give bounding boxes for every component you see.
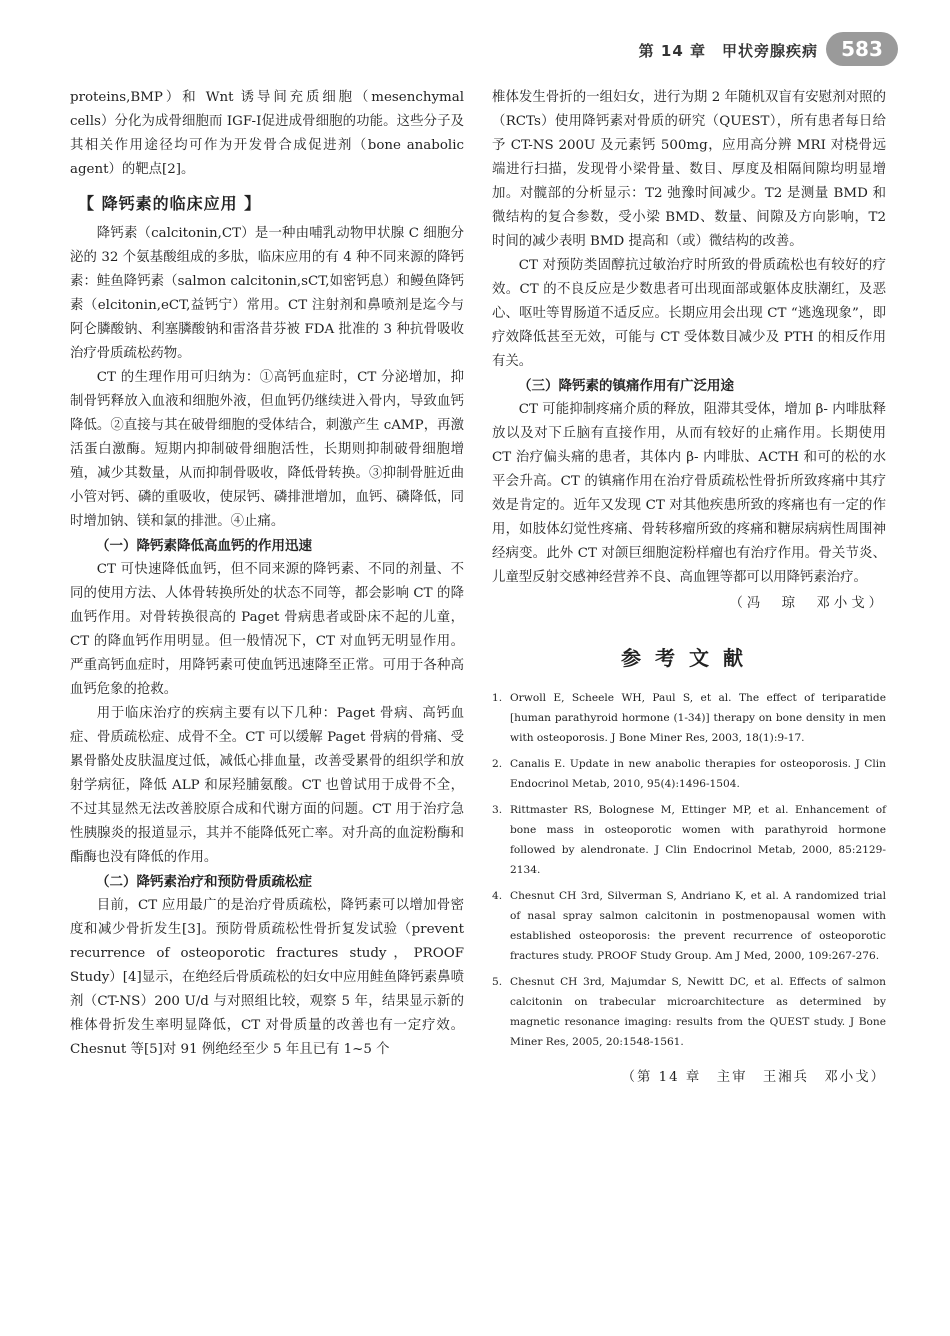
chapter-title: 第 14 章 甲状旁腺疾病 xyxy=(638,42,818,60)
reference-number: 3. xyxy=(492,804,503,816)
reference-text: Chesnut CH 3rd, Silverman S, Andriano K, et al. A randomized trial of nasal spray salmon calcitonin in postmenopausal women with established osteoporosis: the prevent recurrence of osteoporotic fractures study. PROOF Study Group. Am J Med, 2000, 109:267-276. xyxy=(510,890,886,962)
reference-number: 2. xyxy=(492,758,503,770)
page-header xyxy=(0,38,950,64)
paragraph: CT 的生理作用可归纳为：①高钙血症时，CT 分泌增加，抑制骨钙释放入血液和细胞外液，但血钙仍继续进入骨内，导致血钙降低。②直接与其在破骨细胞的受体结合，刺激产生 cAMP，再激活蛋白激酶。短期内抑制破骨细胞活性，长期则抑制破骨细胞增殖，减少其数量，从而抑制骨吸收，降低骨转换。③抑制骨脏近曲小管对钙、磷的重吸收，使尿钙、磷排泄增加，血钙、磷降低，同时增加钠、镁和氯的排泄。④止痛。 xyxy=(70,370,464,529)
reference-item xyxy=(492,886,886,966)
left-column xyxy=(70,86,464,1062)
reference-number: 5. xyxy=(492,976,503,988)
reference-item xyxy=(492,800,886,880)
paragraph: CT 可能抑制疼痛介质的释放，阻滞其受体，增加 β- 内啡肽释放以及对下丘脑有直接作用，从而有较好的止痛作用。长期使用 CT 治疗偏头痛的患者，其体内 β- 内啡肽、ACTH 和可的松的水平会升高。CT 的镇痛作用在治疗骨质疏松性骨折所致疼痛中其疗效是肯定的。近年又发现 CT 对其他疾患所致的疼痛也有一定的作用，如肢体幻觉性疼痛、骨转移瘤所致的疼痛和糖尿病病性周围神经病变。此外 CT 对颌巨细胞淀粉样瘤也有治疗作用。骨关节炎、儿童型反射交感神经营养不良、高血锂等都可以用降钙素治疗。 xyxy=(492,402,886,585)
reference-text: Rittmaster RS, Bolognese M, Ettinger MP, et al. Enhancement of bone mass in osteoporotic women with parathyroid hormone followed by alendronate. J Clin Endocrinol Metab, 2000, 85:2129-2134. xyxy=(510,804,886,876)
paragraph: 降钙素（calcitonin,CT）是一种由哺乳动物甲状腺 C 细胞分泌的 32 个氨基酸组成的多肽，临床应用的有 4 种不同来源的降钙素：鲑鱼降钙素（salmon calcitonin,sCT,如密钙息）和鳗鱼降钙素（elcitonin,eCT,益钙宁）常用。CT 注射剂和鼻喷剂是迄今与阿仑膦酸钠、利塞膦酸钠和雷洛昔芬被 FDA 批准的 3 种抗骨吸收治疗骨质疏松药物。 xyxy=(70,226,464,361)
paragraph: 用于临床治疗的疾病主要有以下几种：Paget 骨病、高钙血症、骨质疏松症、成骨不全。CT 可以缓解 Paget 骨病的骨痛、受累骨骼处皮肤温度过低，减低心排血量，改善受累骨的组织学和放射学病征，降低 ALP 和尿羟脯氨酸。CT 也曾试用于成骨不全，不过其显然无法改善胶原合成和代谢方面的问题。CT 用于治疗急性胰腺炎的报道显示，其并不能降低死亡率。对升高的血淀粉酶和酯酶也没有降低的作用。 xyxy=(70,706,464,865)
intro-paragraph: proteins,BMP）和 Wnt 诱导间充质细胞（mesenchymal cells）分化为成骨细胞而 IGF-Ⅰ促进成骨细胞的功能。这些分子及其相关作用途径均可作为开发骨合成促进剂（bone anabolic agent）的靶点[2]。 xyxy=(70,90,464,177)
reference-text: Canalis E. Update in new anabolic therapies for osteoporosis. J Clin Endocrinol Metab, 2010, 95(4):1496-1504. xyxy=(510,758,886,790)
reference-item xyxy=(492,688,886,748)
page-number: 583 xyxy=(826,32,898,66)
subsection-title: （一）降钙素降低高血钙的作用迅速 xyxy=(96,538,312,554)
reference-item xyxy=(492,972,886,1052)
reference-text: Orwoll E, Scheele WH, Paul S, et al. The effect of teriparatide [human parathyroid hormone (1-34)] therapy on bone density in men with osteoporosis. J Bone Miner Res, 2003, 18(1):9-17. xyxy=(510,692,886,744)
paragraph: CT 可快速降低血钙，但不同来源的降钙素、不同的剂量、不同的使用方法、人体骨转换所处的状态不同等，都会影响 CT 的降血钙作用。对骨转换很高的 Paget 骨病患者或卧床不起的儿童，CT 的降血钙作用明显。但一般情况下，CT 对血钙无明显作用。严重高钙血症时，用降钙素可使血钙迅速降至正常。可用于各种高血钙危象的抢救。 xyxy=(70,562,464,697)
reference-item xyxy=(492,754,886,794)
author-signature: （冯 琼 邓小戈） xyxy=(729,596,886,611)
reference-list xyxy=(492,688,886,1052)
section-title: 【 降钙素的临床应用 】 xyxy=(78,194,262,213)
chapter-editor-note: （第 14 章 主审 王湘兵 邓小戈） xyxy=(621,1070,886,1085)
reference-number: 4. xyxy=(492,890,503,902)
subsection-title: （三）降钙素的镇痛作用有广泛用途 xyxy=(518,378,734,394)
paragraph: CT 对预防类固醇抗过敏治疗时所致的骨质疏松也有较好的疗效。CT 的不良反应是少数患者可出现面部或躯体皮肤潮红，及恶心、呕吐等胃肠道不适反应。长期应用会出现 CT “逃逸现象”，即疗效降低甚至无效，可能与 CT 受体数目减少及 PTH 的相反作用有关。 xyxy=(492,258,886,369)
paragraph: 目前，CT 应用最广的是治疗骨质疏松，降钙素可以增加骨密度和减少骨折发生[3]。预防骨质疏松性骨折复发试验（prevent recurrence of osteoporotic fractures study，PROOF Study）[4]显示，在绝经后骨质疏松的妇女中应用鲑鱼降钙素鼻喷剂（CT-NS）200 U/d 与对照组比较，观察 5 年，结果显示新的椎体骨折发生率明显降低，CT 对骨质量的改善也有一定疗效。Chesnut 等[5]对 91 例绝经至少 5 年且已有 1~5 个 xyxy=(70,898,464,1057)
subsection-title: （二）降钙素治疗和预防骨质疏松症 xyxy=(96,874,312,890)
paragraph: 椎体发生骨折的一组妇女，进行为期 2 年随机双盲有安慰剂对照的（RCTs）使用降钙素对骨质的研究（QUEST），所有患者每日给予 CT-NS 200U 及元素钙 500mg，应用高分辨 MRI 对桡骨远端进行扫描，发现骨小梁骨量、数目、厚度及相隔间隙均明显增加。对髋部的分析显示：T2 弛豫时间减少。T2 是测量 BMD 和微结构的复合参数，受小梁 BMD、数量、间隙及方向影响，T2 时间的减少表明 BMD 提高和（或）微结构的改善。 xyxy=(492,90,886,249)
right-column xyxy=(492,86,886,1090)
reference-text: Chesnut CH 3rd, Majumdar S, Newitt DC, et al. Effects of salmon calcitonin on trabecular microarchitecture as determined by magnetic resonance imaging: results from the QUEST study. J Bone Miner Res, 2005, 20:1548-1561. xyxy=(510,976,886,1048)
reference-number: 1. xyxy=(492,692,503,704)
references-title: 参考文献 xyxy=(621,646,757,670)
